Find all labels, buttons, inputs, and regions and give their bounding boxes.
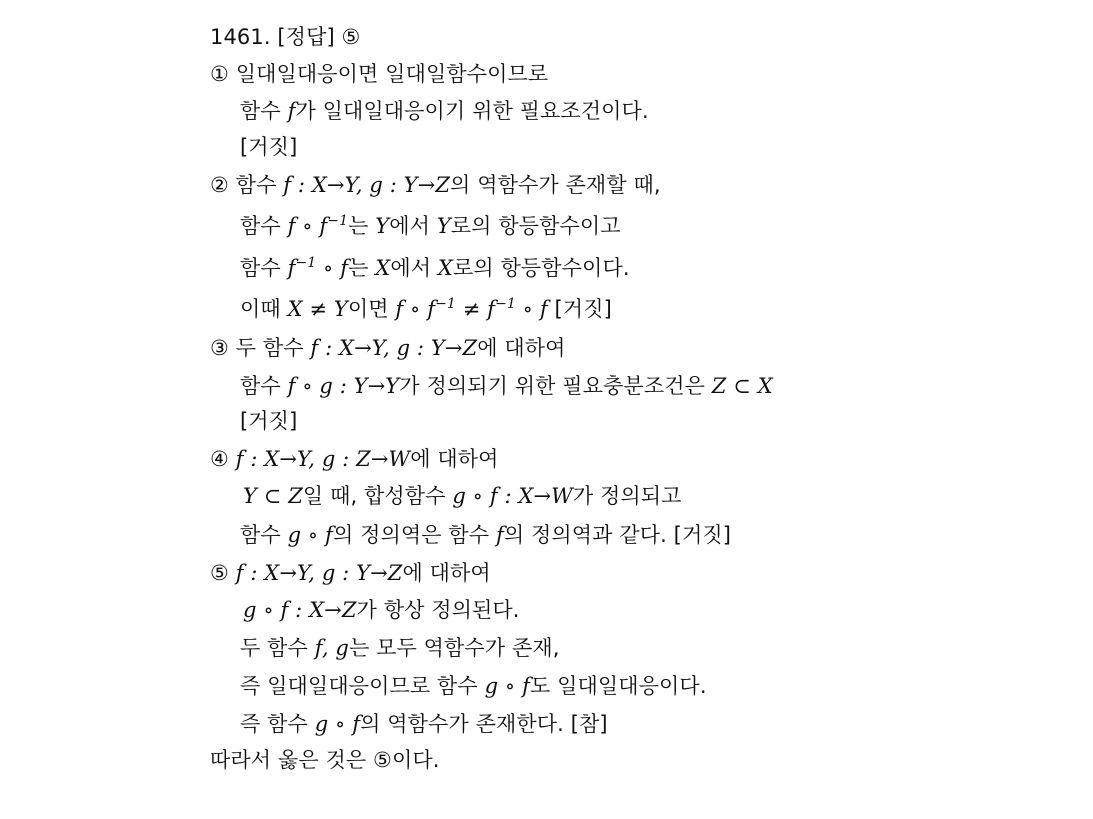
choice-3-statement	[210, 334, 566, 362]
text-run: 에 대하여	[410, 447, 499, 471]
text-run: 가 정의되기 위한 필요충분조건은	[399, 374, 712, 398]
math-expression: Y	[375, 214, 390, 238]
text-run: 이면	[347, 297, 396, 321]
math-superscript	[495, 297, 516, 321]
math-expression: g ∘ f	[314, 712, 361, 736]
text-run: 따라서 옳은 것은 ⑤이다.	[210, 748, 440, 772]
text-run: 가 정의되고	[572, 484, 682, 508]
text-run: 의 역함수가 존재할 때,	[450, 173, 661, 197]
choice-3-verdict	[240, 407, 297, 435]
text-run: ② 함수	[210, 173, 284, 197]
math-expression: X	[375, 256, 391, 280]
text-run: 함수	[240, 256, 288, 280]
math-expression: Z ⊂ X	[711, 374, 773, 398]
text-run: ① 일대일대응이면 일대일함수이므로	[210, 62, 549, 86]
math-superscript	[327, 214, 348, 238]
text-run: [거짓]	[240, 135, 298, 159]
text-run: ⑤	[210, 561, 236, 585]
math-expression: g ∘ f : X→W	[452, 484, 573, 508]
math-superscript	[435, 297, 456, 321]
superscript-text: −1	[435, 296, 456, 312]
text-run: 의 역함수가 존재한다. [참]	[360, 712, 608, 736]
text-run: 에 대하여	[402, 561, 491, 585]
math-expression: f	[287, 99, 296, 123]
math-expression: f, g	[314, 636, 349, 660]
conclusion	[210, 746, 440, 774]
text-run: [거짓]	[240, 409, 298, 433]
choice-4-explanation-2	[240, 521, 731, 549]
superscript-text: −1	[295, 255, 317, 271]
text-run: ④	[210, 447, 236, 471]
choice-5-explanation-1	[243, 596, 520, 624]
problem-number-answer	[210, 23, 360, 51]
text-run: 도 일대일대응이다.	[529, 674, 707, 698]
superscript-text: −1	[327, 213, 349, 229]
text-run: 두 함수	[240, 636, 315, 660]
math-expression: f	[495, 523, 504, 547]
choice-4-statement	[210, 445, 499, 473]
math-expression: f : X→Y, g : Y→Z	[310, 336, 478, 360]
text-run: 가 일대일대응이기 위한 필요조건이다.	[295, 99, 649, 123]
superscript-text: −1	[495, 296, 516, 312]
choice-5-explanation-2	[240, 634, 560, 662]
text-run: 함수	[240, 214, 288, 238]
math-expression: f	[287, 256, 296, 280]
math-superscript	[295, 256, 316, 280]
choice-5-statement	[210, 559, 491, 587]
text-run: 즉 일대일대응이므로 함수	[240, 674, 485, 698]
text-run: 이때	[240, 297, 288, 321]
text-run: 함수	[240, 523, 288, 547]
math-expression: f : X→Y, g : Y→Z	[283, 173, 451, 197]
choice-1-verdict	[240, 133, 297, 161]
math-expression: ∘ f	[316, 256, 349, 280]
math-expression: g ∘ f	[484, 674, 530, 698]
text-run: 로의 항등함수이다.	[452, 256, 630, 280]
math-expression: g ∘ f : X→Z	[243, 598, 357, 622]
text-run: 의 정의역은 함수	[332, 523, 496, 547]
choice-1-explanation	[240, 97, 649, 125]
text-run: 로의 항등함수이고	[450, 214, 621, 238]
text-run: 1461. [정답] ⑤	[210, 25, 361, 49]
math-expression: Y ⊂ Z	[243, 484, 303, 508]
text-run: 는	[348, 214, 376, 238]
choice-5-explanation-3	[240, 672, 707, 700]
choice-2-statement	[210, 171, 661, 199]
math-expression: f : X→Y, g : Y→Z	[235, 561, 403, 585]
choice-2-explanation-2	[240, 254, 630, 282]
choice-5-verdict	[240, 710, 608, 738]
math-expression: f ∘ f	[287, 214, 328, 238]
text-run: 는 모두 역함수가 존재,	[348, 636, 560, 660]
text-run: 의 정의역과 같다. [거짓]	[503, 523, 732, 547]
choice-4-explanation-1	[243, 482, 682, 510]
choice-2-verdict	[240, 295, 612, 323]
math-expression: ∘ f	[515, 297, 548, 321]
math-expression: ≠ f	[455, 297, 496, 321]
math-expression: f ∘ f	[395, 297, 436, 321]
text-run: ③ 두 함수	[210, 336, 311, 360]
text-run: 가 항상 정의된다.	[356, 598, 520, 622]
math-expression: f ∘ g : Y→Y	[287, 374, 400, 398]
choice-2-explanation-1	[240, 212, 621, 240]
math-expression: f : X→Y, g : Z→W	[235, 447, 411, 471]
text-run: 함수	[240, 99, 288, 123]
text-run: [거짓]	[547, 297, 612, 321]
choice-3-explanation	[240, 372, 773, 400]
math-expression: X ≠ Y	[287, 297, 348, 321]
math-expression: X	[437, 256, 453, 280]
math-expression: g ∘ f	[287, 523, 333, 547]
choice-1-statement	[210, 60, 548, 88]
text-run: 함수	[240, 374, 288, 398]
text-run: 에서	[390, 256, 438, 280]
text-run: 에서	[389, 214, 437, 238]
math-expression: Y	[436, 214, 451, 238]
text-run: 에 대하여	[477, 336, 566, 360]
text-run: 일 때, 합성함수	[302, 484, 453, 508]
text-run: 는	[348, 256, 376, 280]
text-run: 즉 함수	[240, 712, 315, 736]
